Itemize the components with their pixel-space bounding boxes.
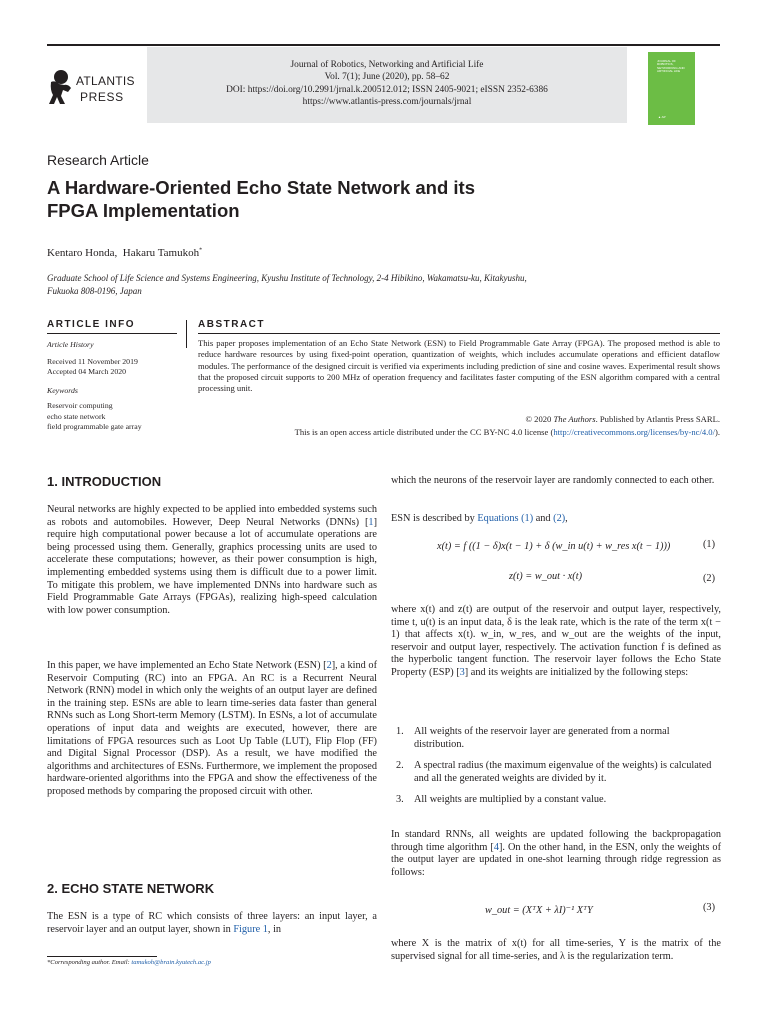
- column-divider: [186, 320, 187, 348]
- affiliation-line2: Fukuoka 808-0196, Japan: [47, 285, 142, 296]
- journal-name: Journal of Robotics, Networking and Artificial Life: [290, 60, 484, 70]
- author-list: [47, 247, 202, 259]
- author-honda: Kentaro Honda,: [47, 247, 118, 259]
- equation-3-number: (3): [703, 902, 716, 913]
- cover-logo-mark: ▲ AP: [658, 115, 666, 119]
- article-title-line1: A Hardware-Oriented Echo State Network and its: [47, 177, 475, 198]
- esn-paragraph-3: In standard RNNs, all weights are updated following the backpropagation through time algorithm [4]. On the other hand, in the ESN, only the weights of the output layer are updated in one-shot learning through ridge regression as follows:: [391, 829, 721, 878]
- section-heading-introduction: 1. INTRODUCTION: [47, 474, 162, 489]
- citation-link[interactable]: 4: [493, 841, 499, 853]
- esn-paragraph-1: The ESN is a type of RC which consists of three layers: an input layer, a reservoir layer and an output layer, shown in Figure 1, in: [47, 911, 377, 935]
- journal-info-box: [147, 47, 627, 123]
- copyright-block: [198, 413, 720, 439]
- initialization-steps-list: [391, 726, 721, 816]
- copyright-line: © 2020 The Authors. Published by Atlantis Press SARL.: [525, 414, 720, 424]
- article-info-rule: [47, 333, 177, 334]
- journal-cover-thumbnail[interactable]: [648, 52, 695, 125]
- citation-link[interactable]: 3: [459, 666, 465, 678]
- citation-link[interactable]: 2: [326, 660, 332, 671]
- section-heading-echo-state-network: 2. ECHO STATE NETWORK: [47, 881, 215, 896]
- equation-link[interactable]: Equations (1): [477, 513, 534, 524]
- citation-link[interactable]: 1: [368, 516, 374, 528]
- atlantis-press-logo[interactable]: [46, 70, 146, 110]
- equation-3: w_out = (XᵀX + λI)⁻¹ XᵀY: [485, 905, 593, 916]
- list-item: 1. All weights of the reservoir layer are generated from a normal distribution.: [396, 726, 670, 750]
- journal-url[interactable]: https://www.atlantis-press.com/journals/jrnal: [302, 96, 472, 107]
- intro-paragraph-2: In this paper, we have implemented an Echo State Network (ESN) [2], a kind of Reservoir Computing (RC) into an FPGA. An RC is a Recurrent Neural Network (RNN) model in which only the weights of an output layer are defined in the training step. ESNs are able to learn time-series data faster than general RNNs such as Long Short-term Memory (LSTM). In ESNs, a lot of accumulate operations of input data and weights are executed, however, there are limitations of FPGA resources such as Loot Up Table (LUT), Flip Flop (FF) and Digital Signal Processor (DSP). As a result, we have modified the algorithms and architectures of ESNs. Furthermore, we implement the proposed hardware-oriented algorithms into the FPGA and show the effectiveness of the proposed methods by comparing the proposed circuit with other.: [47, 660, 378, 797]
- logo-text-atlantis: ATLANTIS: [76, 74, 135, 88]
- list-item: 3. All weights are multiplied by a constant value.: [396, 794, 607, 806]
- abstract-text: This paper proposes implementation of an Echo State Network (ESN) to Field Programmable Gate Array (FPGA). The proposed method is able to reduce hardware resources by using fixed-point operation, quantization of weights, which includes accumulate operations and efficient dataflow modules. The performance of the designed circuit is verified via experiments including prediction of sine and cosine waves. Experimental result shows that the proposed circuit supports to 200 MHz of operation frequency and facilitates faster computing of the ESN algorithm compared with a central processing unit.: [198, 338, 720, 394]
- list-item: 2. A spectral radius (the maximum eigenvalue of the weights) is calculated and all the generated weights are divided by it.: [396, 760, 712, 784]
- header-rule: [47, 44, 720, 46]
- author-tamukoh: Hakaru Tamukoh: [122, 247, 200, 259]
- journal-volume: Vol. 7(1); June (2020), pp. 58–62: [324, 72, 450, 83]
- abstract-rule: [198, 333, 720, 334]
- esn-equations-intro: ESN is described by Equations (1) and (2),: [391, 513, 568, 524]
- article-info-panel: [47, 340, 182, 433]
- keyword-item: Reservoir computing: [47, 401, 113, 410]
- corresponding-author-footnote: *Corresponding author. Email: tamukoh@brain.kyutech.ac.jp: [47, 959, 211, 966]
- keyword-item: echo state network: [47, 411, 106, 421]
- received-date: Received 11 November 2019: [47, 356, 138, 366]
- equation-2-number: (2): [703, 573, 716, 584]
- license-link[interactable]: http://creativecommons.org/licenses/by-nc/4.0/: [553, 427, 715, 437]
- equation-2: z(t) = w_out · x(t): [509, 571, 583, 582]
- figure-link[interactable]: Figure 1: [233, 923, 268, 935]
- esn-paragraph-4: where X is the matrix of x(t) for all time-series, Y is the matrix of the supervised signal for all time-series, and λ is the regularization term.: [391, 938, 721, 962]
- equation-1: x(t) = f ((1 − δ)x(t − 1) + δ (w_in u(t) + w_res x(t − 1))): [437, 541, 671, 552]
- history-label: Article History: [47, 340, 94, 349]
- cover-title: JOURNAL OF ROBOTICS, NETWORKING AND ARTIFICIAL LIFE: [657, 59, 685, 74]
- intro-paragraph-1: Neural networks are highly expected to be applied into embedded systems such as robots and automobiles. However, Deep Neural Networks (DNNs) [1] require high computational power because a lot of accumulate operations are being processed using them. Generally, graphics processing units are used to accelerate these computations; however, as their power consumption is high, implementing embedded systems using them is difficult due to a power limit. To mitigate this problem, we have implemented DNNs into hardware such as Field Programmable Gate Arrays (FPGAs), realizing high-speed calculation with low power consumption.: [47, 504, 377, 616]
- accepted-date: Accepted 04 March 2020: [47, 367, 127, 376]
- author-email-link[interactable]: tamukoh@brain.kyutech.ac.jp: [131, 959, 211, 966]
- footnote-rule: [47, 956, 157, 957]
- article-info-heading: ARTICLE INFO: [47, 319, 135, 330]
- atlas-figure-icon: [46, 70, 76, 106]
- journal-doi[interactable]: DOI: https://doi.org/10.2991/jrnal.k.200512.012; ISSN 2405-9021; eISSN 2352-6386: [226, 84, 548, 95]
- article-title: [47, 176, 647, 222]
- affiliation: [47, 272, 607, 297]
- logo-text-press: PRESS: [80, 90, 124, 104]
- equation-1-number: (1): [703, 539, 716, 550]
- esn-paragraph-2: where x(t) and z(t) are output of the reservoir and output layer, respectively, time t, u(t) is an input data, δ is the leak rate, which is the rate of the term x(t − 1) that affects x(t). w_in, w_res, and w_out are the weights of the input, reservoir and output layer, respectively. The activation function f is defined as the hyperbolic tangent function. The reservoir layer follows the Echo State Property (ESP) [3] and its weights are initialized by the following steps:: [391, 604, 721, 678]
- esn-paragraph-continued: which the neurons of the reservoir layer are randomly connected to each other.: [391, 475, 715, 486]
- license-line: This is an open access article distributed under the CC BY-NC 4.0 license (http://creativecommons.org/licenses/by-nc/4.0/).: [294, 427, 720, 437]
- keyword-item: field programmable gate array: [47, 422, 142, 431]
- equation-link[interactable]: (2): [553, 513, 566, 524]
- keywords-label: Keywords: [47, 385, 78, 395]
- abstract-heading: ABSTRACT: [198, 319, 265, 330]
- article-title-line2: FPGA Implementation: [47, 200, 240, 221]
- affiliation-line1: Graduate School of Life Science and Systems Engineering, Kyushu Institute of Technology, 2-4 Hibikino, Wakamatsu-ku, Kitakyushu,: [47, 273, 527, 283]
- corresponding-author-mark: *: [199, 247, 203, 254]
- article-type: Research Article: [47, 152, 149, 168]
